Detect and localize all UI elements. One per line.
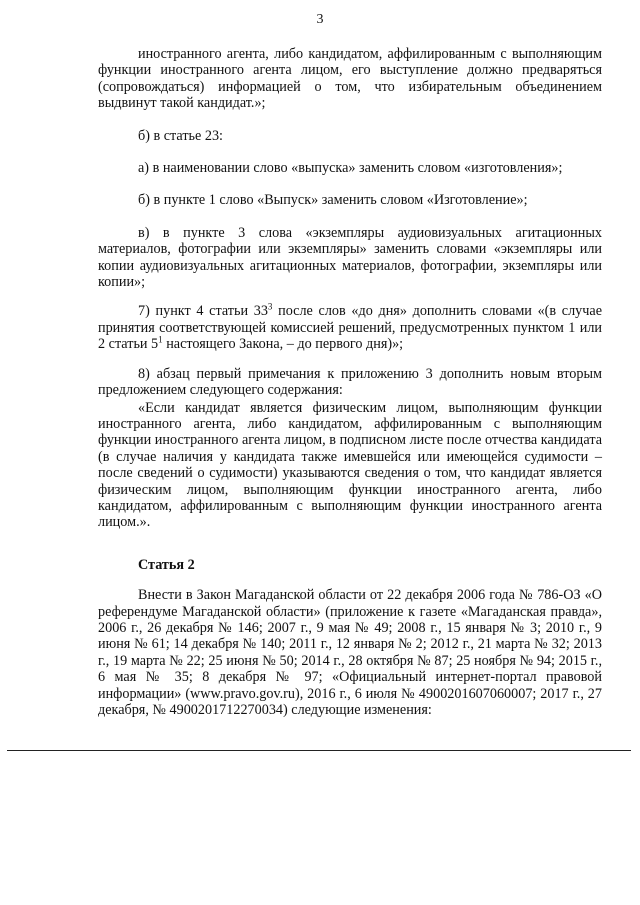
footer-divider	[7, 750, 631, 751]
article-2-paragraph: Внести в Закон Магаданской области от 22 декабря 2006 года № 786-ОЗ «О референдуме Магаданской области» (приложение к газете «Магаданская правда», 2006 г., 26 декабря № 146; 2007 г., 9 мая № 49; 2008 г., 15 января № 3; 2010 г., 9 июня № 61; 14 декабря № 140; 2011 г., 12 января № 2; 2012 г., 21 марта № 32; 2013 г., 19 марта № 22; 25 июня № 50; 2014 г., 28 октября № 87; 25 ноября № 94; 2015 г., 6 мая № 35; 8 декабря № 97; «Официальный интернет-портал правовой информации» (www.pravo.gov.ru), 2016 г., 6 июля № 4900201607060007; 2017 г., 27 декабря, № 4900201712270034) следующие изменения:	[98, 587, 602, 718]
paragraph-subitem-v: в) в пункте 3 слова «экземпляры аудиовизуальных агитационных материалов, фотографии или экземпляры» заменить словами «экземпляры или копии аудиовизуальных агитационных материалов, фотографии, экземпляры или копии»;	[98, 224, 602, 291]
paragraph-continuation: иностранного агента, либо кандидатом, аффилированным с выполняющим функции иностранного агента лицом, его выступление должно предваряться (сопровождаться) информацией о том, что избирательным объединением выдвинут такой кандидат.»;	[98, 46, 602, 112]
paragraph-quotation: «Если кандидат является физическим лицом, выполняющим функции иностранного агента, либо кандидатом, аффилированным с выполняющим функции иностранного агента лицом, в подписном листе после отчества кандидата (в случае наличия у кандидата также имевшейся или имеющейся судимости – после сведений о судимости) указываются сведения о том, что кандидат является физическим лицом, выполняющим функции иностранного агента, либо кандидатом, аффилированным с выполняющим функции иностранного агента лицом.».	[98, 399, 602, 531]
paragraph-item-7	[98, 303, 602, 352]
page-number: 3	[316, 12, 324, 27]
paragraph-item-8: 8) абзац первый примечания к приложению 3 дополнить новым вторым предложением следующего содержания:	[98, 365, 602, 399]
article-2-heading: Статья 2	[138, 556, 195, 573]
document-body	[98, 46, 602, 718]
item-7-text-middle: после слов «до дня» дополнить словами «(в случае принятия соответствующей комиссией решений, предусмотренных пунктом 1 или 2 статьи 5	[98, 303, 602, 353]
superscript: 3	[267, 301, 273, 312]
item-7-text-end: настоящего Закона, – до первого дня)»;	[162, 336, 404, 353]
paragraph-item-b-article-23: б) в статье 23:	[138, 127, 223, 144]
paragraph-subitem-a: а) в наименовании слово «выпуска» заменить словом «изготовления»;	[138, 160, 563, 177]
paragraph-subitem-b: б) в пункте 1 слово «Выпуск» заменить словом «Изготовление»;	[138, 192, 528, 209]
item-7-text-start: 7) пункт 4 статьи 33	[138, 303, 268, 320]
superscript: 1	[158, 334, 163, 345]
